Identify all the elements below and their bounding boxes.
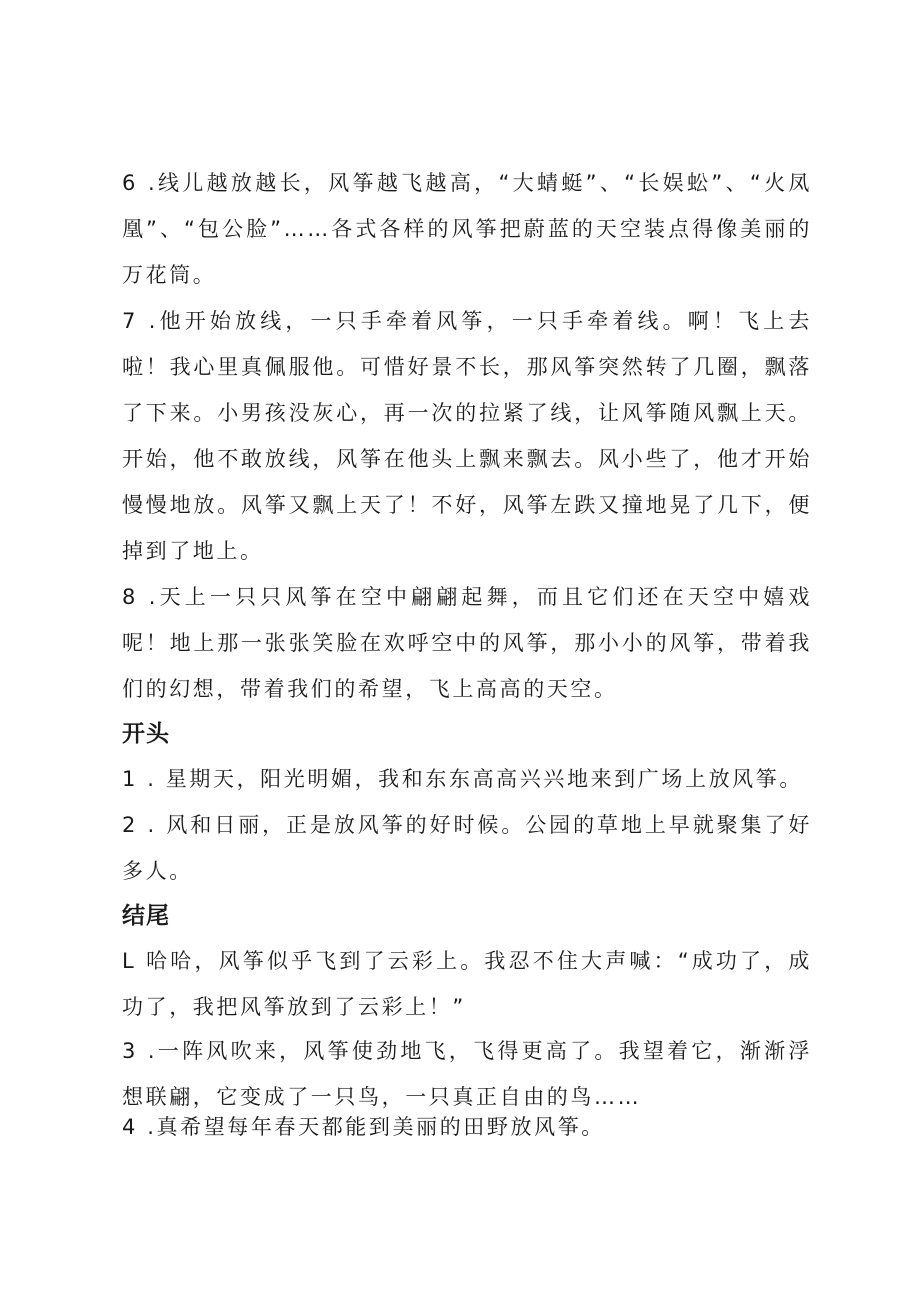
heading-ending: 结尾 [122, 903, 170, 929]
ending-item-3: 3 .一阵风吹来，风筝使劲地飞，飞得更高了。我望着它，渐渐浮想联翩，它变成了一只鸟，一只真正自由的鸟…… [122, 1039, 812, 1109]
opening-item-1: 1 . 星期天，阳光明媚，我和东东高高兴兴地来到广场上放风筝。 [122, 767, 803, 791]
document-page [122, 160, 812, 1150]
paragraph-8: 8 .天上一只只风筝在空中翩翩起舞，而且它们还在天空中嬉戏呢！地上那一张张笑脸在欢呼空中的风筝，那小小的风筝，带着我们的幻想，带着我们的希望，飞上高高的天空。 [122, 585, 812, 701]
heading-opening: 开头 [122, 721, 170, 747]
ending-item-1: L 哈哈，风筝似乎飞到了云彩上。我忍不住大声喊：“成功了，成功了，我把风筝放到了云彩上！” [122, 949, 812, 1019]
paragraph-7: 7 .他开始放线，一只手牵着风筝，一只手牵着线。啊！飞上去啦！我心里真佩服他。可惜好景不长，那风筝突然转了几圈，飘落了下来。小男孩没灰心，再一次的拉紧了线，让风筝随风飘上天。开始，他不敢放线，风筝在他头上飘来飘去。风小些了，他才开始慢慢地放。风筝又飘上天了！不好，风筝左跌又撞地晃了几下，便掉到了地上。 [122, 309, 812, 563]
opening-item-2: 2 . 风和日丽，正是放风筝的好时候。公园的草地上早就聚集了好多人。 [122, 813, 812, 883]
ending-item-4: 4 .真希望每年春天都能到美丽的田野放风筝。 [122, 1115, 605, 1139]
paragraph-6: 6 .线儿越放越长，风筝越飞越高，“大蜻蜓”、“长娱蚣”、“火凤凰”、“包公脸”……各式各样的风筝把蔚蓝的天空装点得像美丽的万花筒。 [122, 171, 812, 287]
